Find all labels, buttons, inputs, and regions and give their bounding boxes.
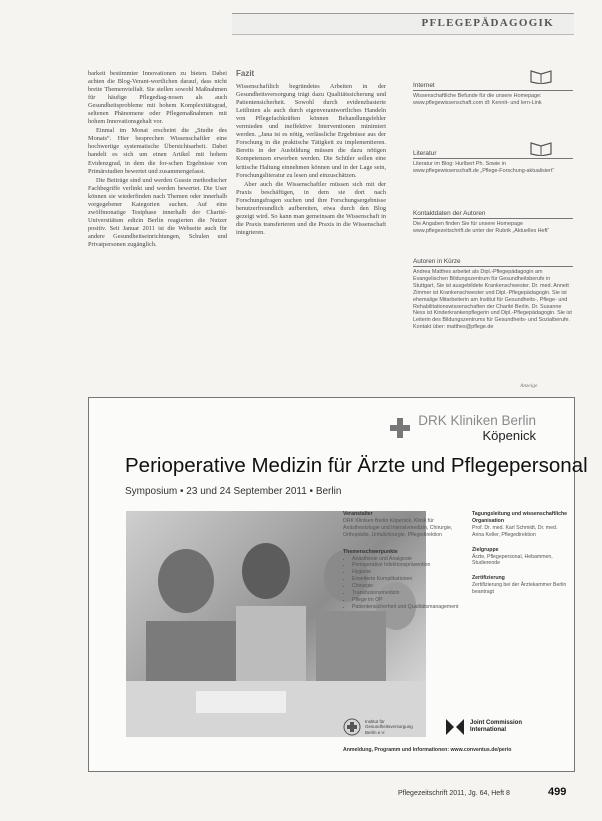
kontakt-box-title: Kontaktdaten der Autoren: [413, 210, 573, 219]
themen-item: • Perioperative Infektionsprävention: [352, 562, 465, 569]
zielgruppe-text: Ärzte, Pflegepersonal, Hebammen, Studierende: [472, 553, 553, 567]
paragraph: Wissenschaftlich begründetes Arbeiten in der Gesundheitsversorgung trägt dazu Qualitätssicherung und Patientensicherheit. Sowohl durch evidenzbasierte Leitlinien als auch durch eigenverantwortliches Handeln von Pflegefachkräften können Behandlungsfehler vermieden und ineffektive Interventionen minimiert werden. „Jana ist es nötig, verlässliche Ergebnisse aus der Forschung in die praktische Tätigkeit zu implementieren. Bereits in der Ausbildung müssen die dazu nötigen Kompetenzen erworben werden. Die Schüler sollen eine kritische Haltung einnehmen können und in der Lage sein, Forschungsliteratur zu lesen und einzuschätzen.: [236, 83, 386, 179]
middle-column: [236, 70, 386, 238]
paragraph: Aber auch die Wissenschaftler müssen sich mit der Praxis beschäftigen, in dem sie dort nach Forschungsfragen suchen und ihre Forschungsergebnisse benutzerfreundlich aufbereiten, etwa durch den Blog gezeigt wird. So kann man gemeinsam die Wissenschaft in die Praxis transferieren und die Praxis in die Wissenschaft integrieren.: [236, 180, 386, 236]
autoren-box-title: Autoren in Kürze: [413, 258, 573, 267]
themen-title: Themenschwerpunkte: [343, 548, 398, 555]
advertisement: [88, 397, 588, 772]
themen-item: • Erweiterte Komplikationen: [352, 576, 465, 583]
leitung-text: Prof. Dr. med. Karl Schmidt, Dr. med. Anna Keller, Pflegedirektion: [472, 524, 558, 538]
partner1-line2: Gesundheitsversorgung: [365, 724, 413, 730]
themen-item: • Chirurgie: [352, 583, 465, 590]
autoren-box-text: Andrea Matthes arbeitet als Dipl.-Pflegepädagogin am Evangelischen Bildungszentrum für Gesundheitsberufe in Stuttgart, Sie ist ausgebildete Krankenschwester. Dr. med. Annett Zimmer ist Krankenschwester und Dipl.-Pflegepädagogin. Sie ist ehemalige Mitarbeiterin am Institut für Gesundheits-, Pflege- und Rehabilitationswissenschaften der Charité Berlin. Dr. Susanne Ness ist Kinderkrankenpflegerin und Dipl.-Pflegepädagogin. Sie ist Leiterin des Bildungszentrums für Gesundheits- und Sozialberufe. Kontakt über: matthes@pflege.de: [413, 269, 572, 331]
themen-list: [343, 556, 465, 611]
zertifizierung-title: Zertifizierung: [472, 575, 505, 582]
ad-subtitle: Symposium • 23 und 24 September 2011 • Berlin: [125, 486, 342, 497]
zertifizierung-text: Zertifizierung bei der Ärztekammer Berlin beantragt: [472, 582, 567, 596]
themen-item: • Transfusionsmedizin: [352, 590, 465, 597]
themen-item: • Patientensicherheit und Qualitätsmanagement: [352, 604, 465, 611]
ad-footer: Anmeldung, Programm und Informationen: www.conventus.de/perio: [343, 747, 512, 753]
red-cross-icon: [388, 416, 412, 440]
ad-column-right: [472, 511, 568, 596]
veranstalter-text: DRK Kliniken Berlin Köpenick, Klinik für Anästhesiologie und Intensivmedizin, Chirurgie, Orthopädie, Unfallchirurgie, Pflegedirektion: [343, 517, 453, 538]
emblem-icon: [343, 718, 361, 736]
section-header: [232, 13, 574, 35]
logo-line-2: Köpenick: [482, 428, 536, 443]
partner1-line3: Berlin e.V.: [365, 729, 386, 735]
section-heading: Fazit: [236, 69, 255, 78]
paragraph: Die Beiträge sind und werden Gussie methodischer Fachbegriffe verlinkt und werden bewertet. Die User können sie wiederfinden nach Themen oder innerhalb vorgegebener Kategorien suchen. Auf eine zwölfmonatige Testphase innerhalb der Charité-Universitätsm edizin Berlin reagierten die Nutzer positiv. Seit Januar 2011 ist die Webseite auch für andere Gesundheitseinrichtungen, Schulen und Privatpersonen zugänglich.: [88, 176, 227, 248]
ad-label: Anzeige: [520, 383, 538, 389]
themen-item: • Pflege im OP: [352, 597, 465, 604]
literatur-box-title: Literatur: [413, 150, 573, 159]
page-number: 499: [548, 786, 567, 798]
literatur-box-text: Literatur im Blog: Hurlbert Ph. Sowie in www.pflegewissenschaft.de „Pflege-Forschung-aktualisiert“: [413, 161, 555, 174]
left-column: [88, 70, 227, 250]
book-icon: [529, 68, 553, 84]
paragraph: barkeit bestimmter Innovationen zu bieten. Dabei achten die Blog-Verant-wortlichen darauf, dass nicht breite Themenvielfalt. Sie stellen sowohl Maßnahmen für häufige Pflegediag-nosen als auch Gesundheitsprobleme mit hohem Komplexitätsgrad, seltenen Phänomene oder Pflegemaßnahmen mit hohem Innovationsgehalt vor.: [88, 70, 227, 126]
ad-column-left: [343, 511, 465, 611]
zielgruppe-title: Zielgruppe: [472, 546, 499, 553]
internet-box-text: Wissenschaftliche Befunde für die unsere Homepage: www.pflegewissenschaft.com dl: Kennit- und lern-Link: [413, 93, 542, 106]
sidebar: [413, 68, 573, 331]
partner2-line2: International: [470, 727, 507, 733]
section-title: PFLEGEPÄDAGOGIK: [421, 17, 554, 29]
partner-logo-1: [343, 718, 413, 736]
journal-info: Pflegezeitschrift 2011, Jg. 64, Heft 8: [398, 790, 510, 797]
themen-item: • Hygiene: [352, 569, 465, 576]
veranstalter-title: Veranstalter: [343, 511, 373, 517]
ad-title: Perioperative Medizin für Ärzte und Pflegepersonal: [125, 454, 588, 477]
themen-item: • Anästhesie und Analgesie: [352, 556, 465, 563]
jci-icon: [444, 717, 466, 737]
leitung-title: Tagungsleitung und wissenschaftliche Organisation: [472, 511, 568, 524]
ad-logo: [388, 413, 536, 443]
partner2-line1: Joint Commission: [470, 720, 523, 726]
logo-line-1: DRK Kliniken Berlin: [418, 413, 536, 428]
partner1-line1: Institut für: [365, 718, 385, 724]
internet-box-title: Internet: [413, 82, 573, 91]
kontakt-box-text: Die Angaben finden Sie für unsere Homepage www.pflegezeitschrift.de unter der Rubrik „Aktuelles Heft“: [413, 221, 550, 234]
paragraph: Einmal im Monat erscheint die „Studie des Monats“. Hier besprechen Wissenschaftler eine hochwertige systematische Übersichtsarbeit. Dabei handelt es sich um einen Artikel mit hohem Evidenzgrad, in dem die for-schen Ergebnisse von Primärstudien bewertet und zusammengefasst.: [88, 127, 227, 175]
partner-logo-2: [444, 717, 522, 737]
